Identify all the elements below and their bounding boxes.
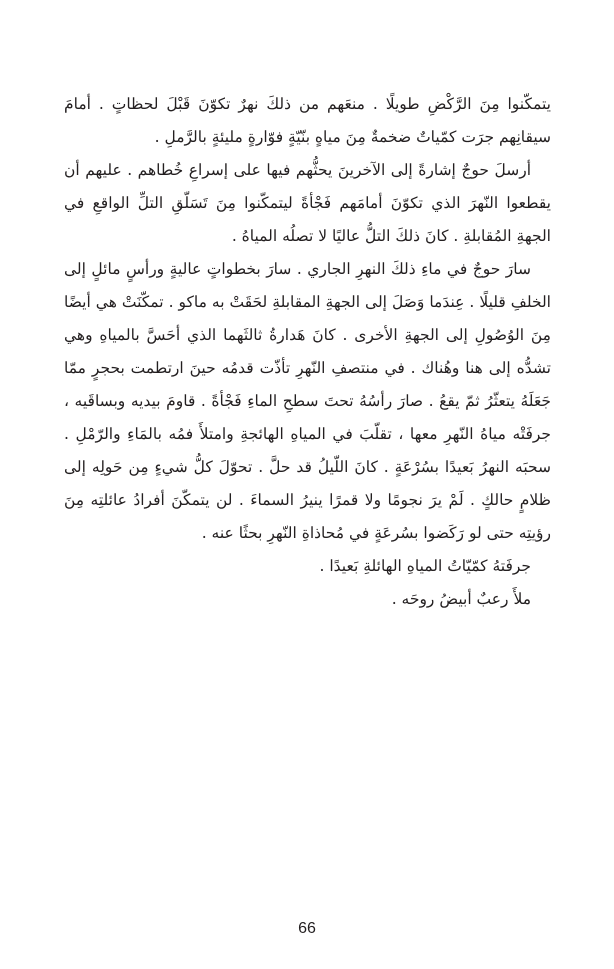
paragraph: ملأَ رعبٌ أبيضُ روحَه .	[391, 590, 531, 608]
page-number: 66	[298, 920, 316, 937]
paragraph: يتمكّنوا مِنَ الرَّكْضِ طويلًا . منعَهم من ذلكَ نهرٌ تكوّنَ قَبْلَ لحظاتٍ . أمامَ سيقانِهم جرَت كمّياتٌ ضخمةٌ مِنَ مياهٍ بنّيّةٍ فوّارةٍ مليئةٍ بالرَّملِ .	[64, 95, 551, 146]
paragraph: سارَ حوجٌ في ماءِ ذلكَ النهرِ الجاري . سارَ بخطواتٍ عاليةٍ ورأسٍ مائلٍ إلى الخلفِ قليلًا . عِندَما وَصَلَ إلى الجهةِ المقابلةِ لحَقَتْ به ماكو . تمكّنَتْ هي أيضًا مِنَ الوُصُولِ إلى الجهةِ الأخرى . كانَ هَدارةُ ثالثَهما الذي أحَسَّ بالمياهِ وهي تشدُّه إلى هنا وهُناك . في منتصفِ النّهرِ تأذّت قدمُه حينَ ارتطمت بحجرٍ ممّا جَعَلَهُ يتعثّرُ ثمّ يقعُ . صارَ رأسُهُ تحتَ سطحِ الماءِ فَجْأةً . قاومَ بيديه وبساقَيه ، جرفَتْه مياهُ النّهرِ معها ، تقلّبَ في المياهِ الهائجةِ وامتلأَ فمُه بالمَاءِ والرّمْلِ . سحبَه النهرُ بَعيدًا بسُرْعَةٍ . كانَ اللّيلُ قد حلَّ . تحوّلَ كلُّ شيءٍ مِن حَولِه إلى ظلامٍ حالكٍ . لَمْ يرَ نجومًا ولا قمرًا ينيرُ السماءَ . لن يتمكّنَ أفرادُ عائلتِه مِنَ رؤيتِه حتى لو رَكَضوا بسُرعَةٍ في مُحاذاةِ النّهرِ بحثًا عنه .	[64, 260, 551, 542]
body-text	[64, 88, 551, 616]
paragraph: جرفَتهُ كمّيّاتُ المياهِ الهائلةِ بَعيدًا .	[319, 557, 531, 575]
paragraph: أرسلَ حوجٌ إشارةً إلى الآخرينَ يحثُّهم فيها على إسراعِ خُطاهم . عليهم أن يقطعوا النّهرَ الذي تكوّنَ أمامَهم فَجْأةً ليتمكّنوا مِنَ تَسَلّقِ التلِّ الواقعِ في الجهةِ المُقابلةِ . كانَ ذلكَ التلُّ عاليًا لا تصلُه المياهُ .	[64, 161, 551, 245]
